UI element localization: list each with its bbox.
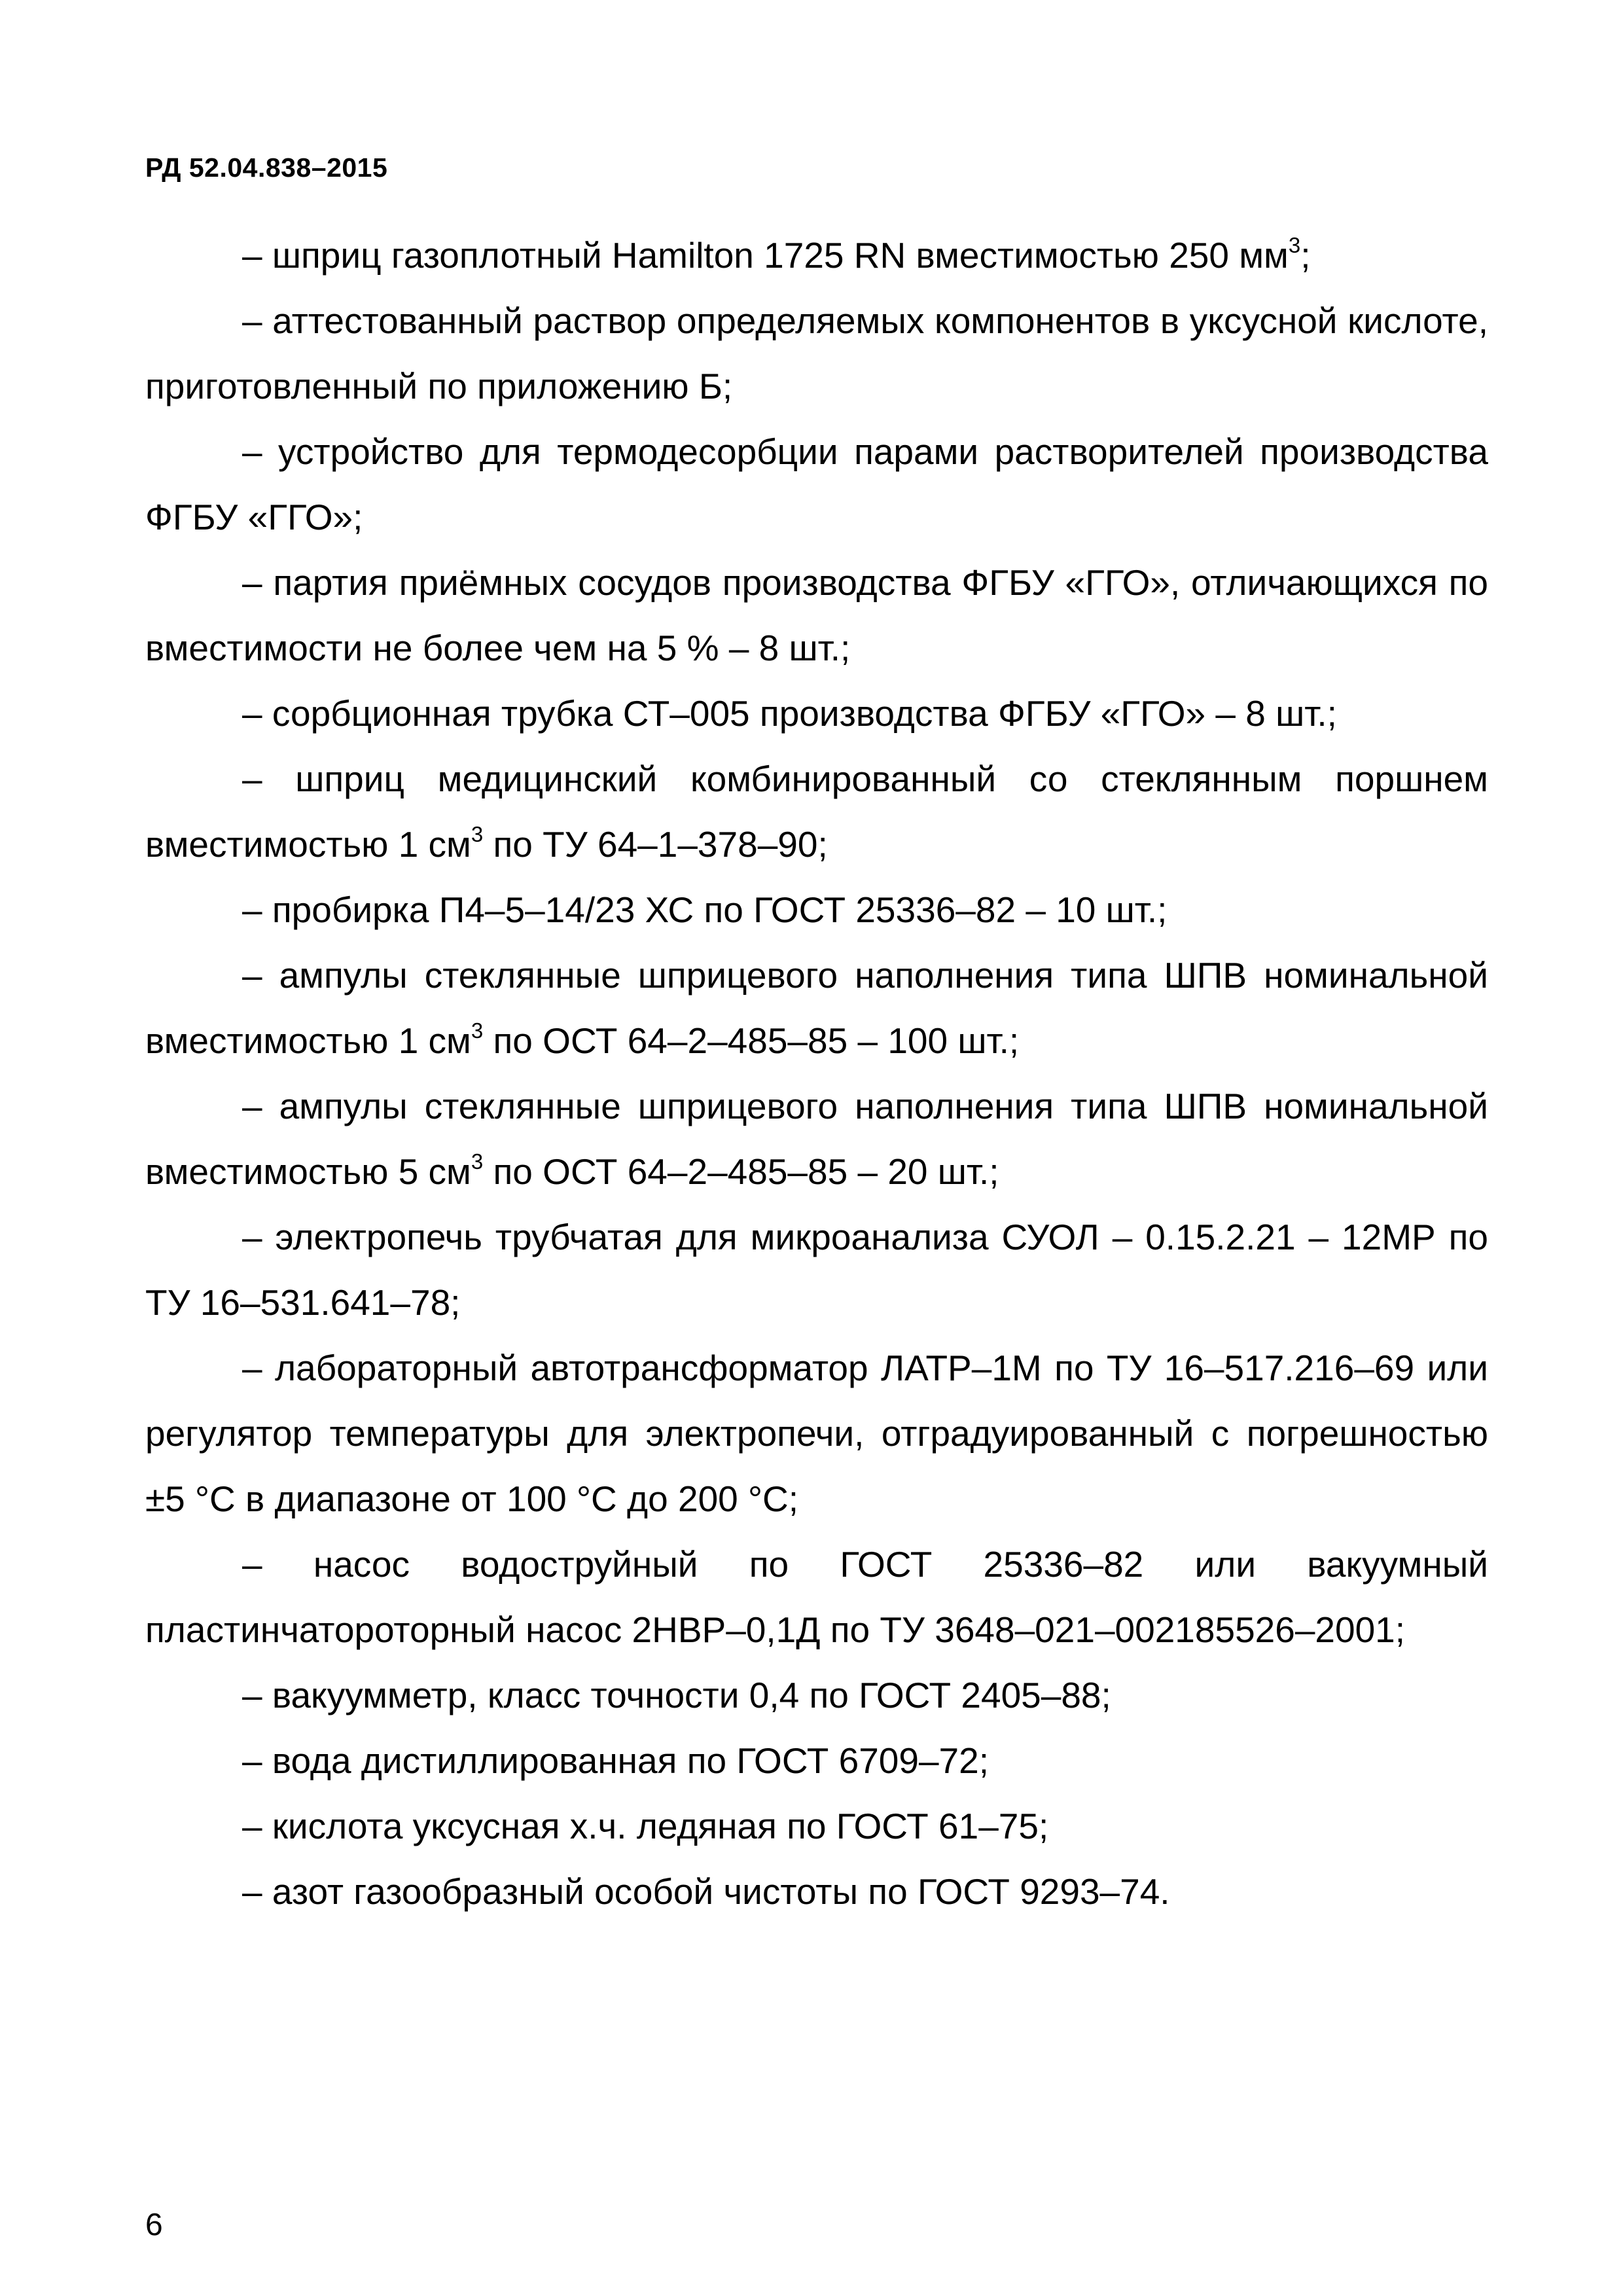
list-item — [145, 288, 1488, 419]
list-item — [145, 877, 1488, 942]
document-code-header: РД 52.04.838–2015 — [145, 152, 388, 183]
list-item — [145, 681, 1488, 746]
equipment-list — [145, 223, 1488, 1924]
list-item — [145, 1793, 1488, 1859]
list-item — [145, 550, 1488, 681]
list-item — [145, 746, 1488, 877]
item-text: – лабораторный автотрансформатор ЛАТР–1М по ТУ 16–517.216–69 или регулятор температуры для электропечи, отградуированный с погрешностью ±5 °С в диапазоне от 100 °С до 200 °С; — [145, 1348, 1488, 1519]
superscript: 3 — [471, 821, 484, 846]
list-item — [145, 1204, 1488, 1335]
superscript: 3 — [1288, 232, 1301, 257]
item-text-tail: по ОСТ 64–2–485–85 – 100 шт.; — [483, 1020, 1020, 1061]
item-text: – аттестованный раствор определяемых компонентов в уксусной кислоте, приготовленный по приложению Б; — [145, 300, 1488, 406]
item-text: – азот газообразный особой чистоты по ГОСТ 9293–74. — [242, 1871, 1170, 1912]
list-item — [145, 1859, 1488, 1924]
item-text-tail: по ТУ 64–1–378–90; — [483, 824, 828, 865]
item-text: – устройство для термодесорбции парами растворителей производства ФГБУ «ГГО»; — [145, 431, 1488, 537]
item-text: – кислота уксусная х.ч. ледяная по ГОСТ 61–75; — [242, 1806, 1049, 1846]
item-text: – сорбционная трубка СТ–005 производства ФГБУ «ГГО» – 8 шт.; — [242, 693, 1337, 734]
item-text: – вакуумметр, класс точности 0,4 по ГОСТ 2405–88; — [242, 1675, 1111, 1715]
item-text: – ампулы стеклянные шприцевого наполнения типа ШПВ номинальной вместимостью 5 см — [145, 1086, 1488, 1192]
superscript: 3 — [471, 1149, 484, 1174]
list-item — [145, 223, 1488, 288]
item-text-tail: ; — [1300, 235, 1311, 276]
list-item — [145, 1532, 1488, 1662]
item-text: – ампулы стеклянные шприцевого наполнения типа ШПВ номинальной вместимостью 1 см — [145, 955, 1488, 1061]
item-text: – насос водоструйный по ГОСТ 25336–82 или вакуумный пластинчатороторный насос 2НВР–0,1Д по ТУ 3648–021–002185526–2001; — [145, 1544, 1488, 1650]
item-text: – шприц медицинский комбинированный со стеклянным поршнем вместимостью 1 см — [145, 759, 1488, 865]
list-item — [145, 419, 1488, 550]
list-item — [145, 1728, 1488, 1793]
superscript: 3 — [471, 1018, 484, 1043]
item-text: – вода дистиллированная по ГОСТ 6709–72; — [242, 1740, 990, 1781]
item-text: – партия приёмных сосудов производства ФГБУ «ГГО», отличающихся по вместимости не более чем на 5 % – 8 шт.; — [145, 562, 1488, 668]
item-text-tail: по ОСТ 64–2–485–85 – 20 шт.; — [483, 1151, 999, 1192]
list-item — [145, 1073, 1488, 1204]
item-text: – шприц газоплотный Hamilton 1725 RN вместимостью 250 мм — [242, 235, 1289, 276]
list-item — [145, 1335, 1488, 1532]
list-item — [145, 942, 1488, 1073]
list-item — [145, 1662, 1488, 1728]
item-text: – пробирка П4–5–14/23 ХС по ГОСТ 25336–82 – 10 шт.; — [242, 889, 1168, 930]
page-number: 6 — [145, 2208, 163, 2242]
item-text: – электропечь трубчатая для микроанализа СУОЛ – 0.15.2.21 – 12МР по ТУ 16–531.641–78; — [145, 1217, 1488, 1323]
